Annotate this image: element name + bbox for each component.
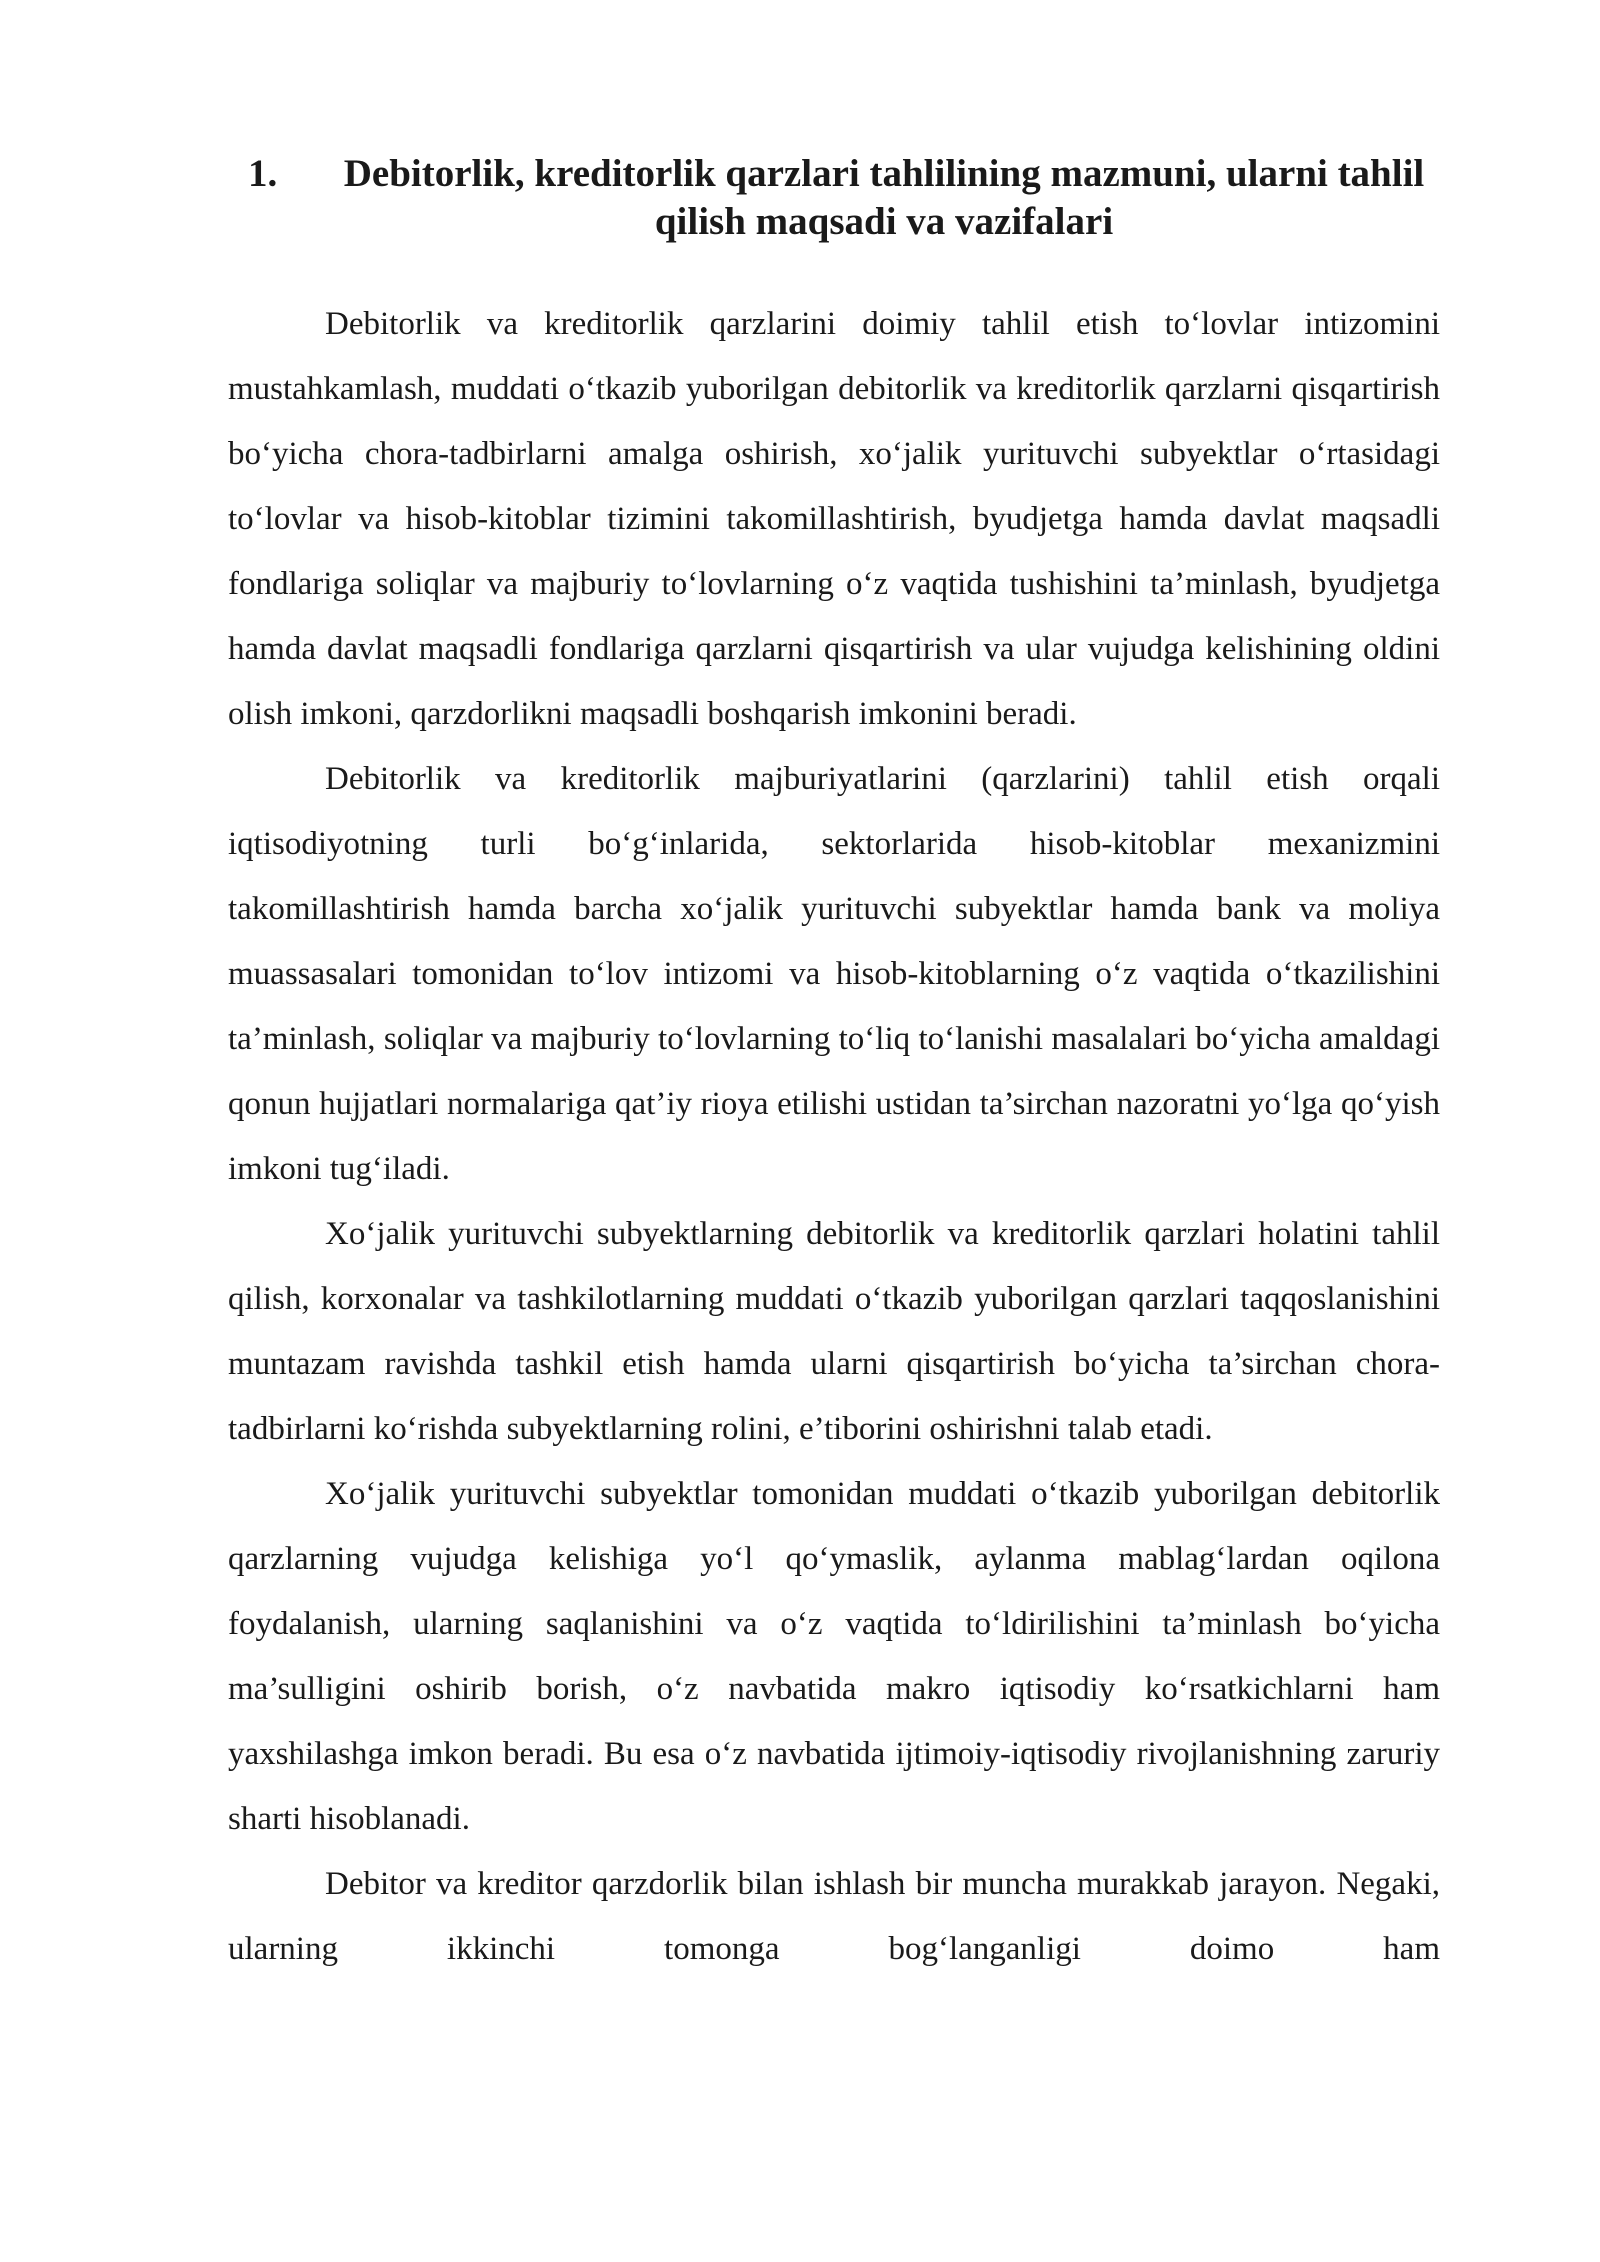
paragraph-5: Debitor va kreditor qarzdorlik bilan ishlash bir muncha murakkab jarayon. Negaki, ularning ikkinchi tomonga bog‘langanligi doimo ham: [228, 1866, 1440, 1967]
paragraph-2: Debitorlik va kreditorlik majburiyatlarini (qarzlarini) tahlil etish orqali iqtisodiyotning turli bo‘g‘inlarida, sektorlarida hisob-kitoblar mexanizmini takomillashtirish hamda barcha xo‘jalik yurituvchi subyektlar hamda bank va moliya muassasalari tomonidan to‘lov intizomi va hisob-kitoblarning o‘z vaqtida o‘tkazilishini ta’minlash, soliqlar va majburiy to‘lovlarning to‘liq to‘lanishi masalalari bo‘yicha amaldagi qonun hujjatlari normalariga qat’iy rioya etilishi ustidan ta’sirchan nazoratni yo‘lga qo‘yish imkoni tug‘iladi.: [228, 761, 1440, 1187]
paragraph-4: Xo‘jalik yurituvchi subyektlar tomonidan muddati o‘tkazib yuborilgan debitorlik qarzlarning vujudga kelishiga yo‘l qo‘ymaslik, aylanma mablag‘lardan oqilona foydalanish, ularning saqlanishini va o‘z vaqtida to‘ldirilishini ta’minlash bo‘yicha ma’sulligini oshirib borish, o‘z navbatida makro iqtisodiy ko‘rsatkichlarni ham yaxshilashga imkon beradi. Bu esa o‘z navbatida ijtimoiy-iqtisodiy rivojlanishning zaruriy sharti hisoblanadi.: [228, 1476, 1440, 1837]
paragraph-3: Xo‘jalik yurituvchi subyektlarning debitorlik va kreditorlik qarzlari holatini tahlil qilish, korxonalar va tashkilotlarning muddati o‘tkazib yuborilgan qarzlari taqqoslanishini muntazam ravishda tashkil etish hamda ularni qisqartirish bo‘yicha ta’sirchan chora-tadbirlarni ko‘rishda subyektlarning rolini, e’tiborini oshirishni talab etadi.: [228, 1216, 1440, 1447]
document-page: [228, 150, 1440, 1982]
section-title: Debitorlik, kreditorlik qarzlari tahlilining mazmuni, ularni tahlil qilish maqsadi va vazifalari: [343, 152, 1425, 243]
section-heading: [228, 150, 1440, 246]
paragraph-1: Debitorlik va kreditorlik qarzlarini doimiy tahlil etish to‘lovlar intizomini mustahkamlash, muddati o‘tkazib yuborilgan debitorlik va kreditorlik qarzlarni qisqartirish bo‘yicha chora-tadbirlarni amalga oshirish, xo‘jalik yurituvchi subyektlar o‘rtasidagi to‘lovlar va hisob-kitoblar tizimini takomillashtirish, byudjetga hamda davlat maqsadli fondlariga soliqlar va majburiy to‘lovlarning o‘z vaqtida tushishini ta’minlash, byudjetga hamda davlat maqsadli fondlariga qarzlarni qisqartirish va ular vujudga kelishining oldini olish imkoni, qarzdorlikni maqsadli boshqarish imkonini beradi.: [228, 306, 1440, 732]
section-number: 1.: [248, 152, 278, 195]
